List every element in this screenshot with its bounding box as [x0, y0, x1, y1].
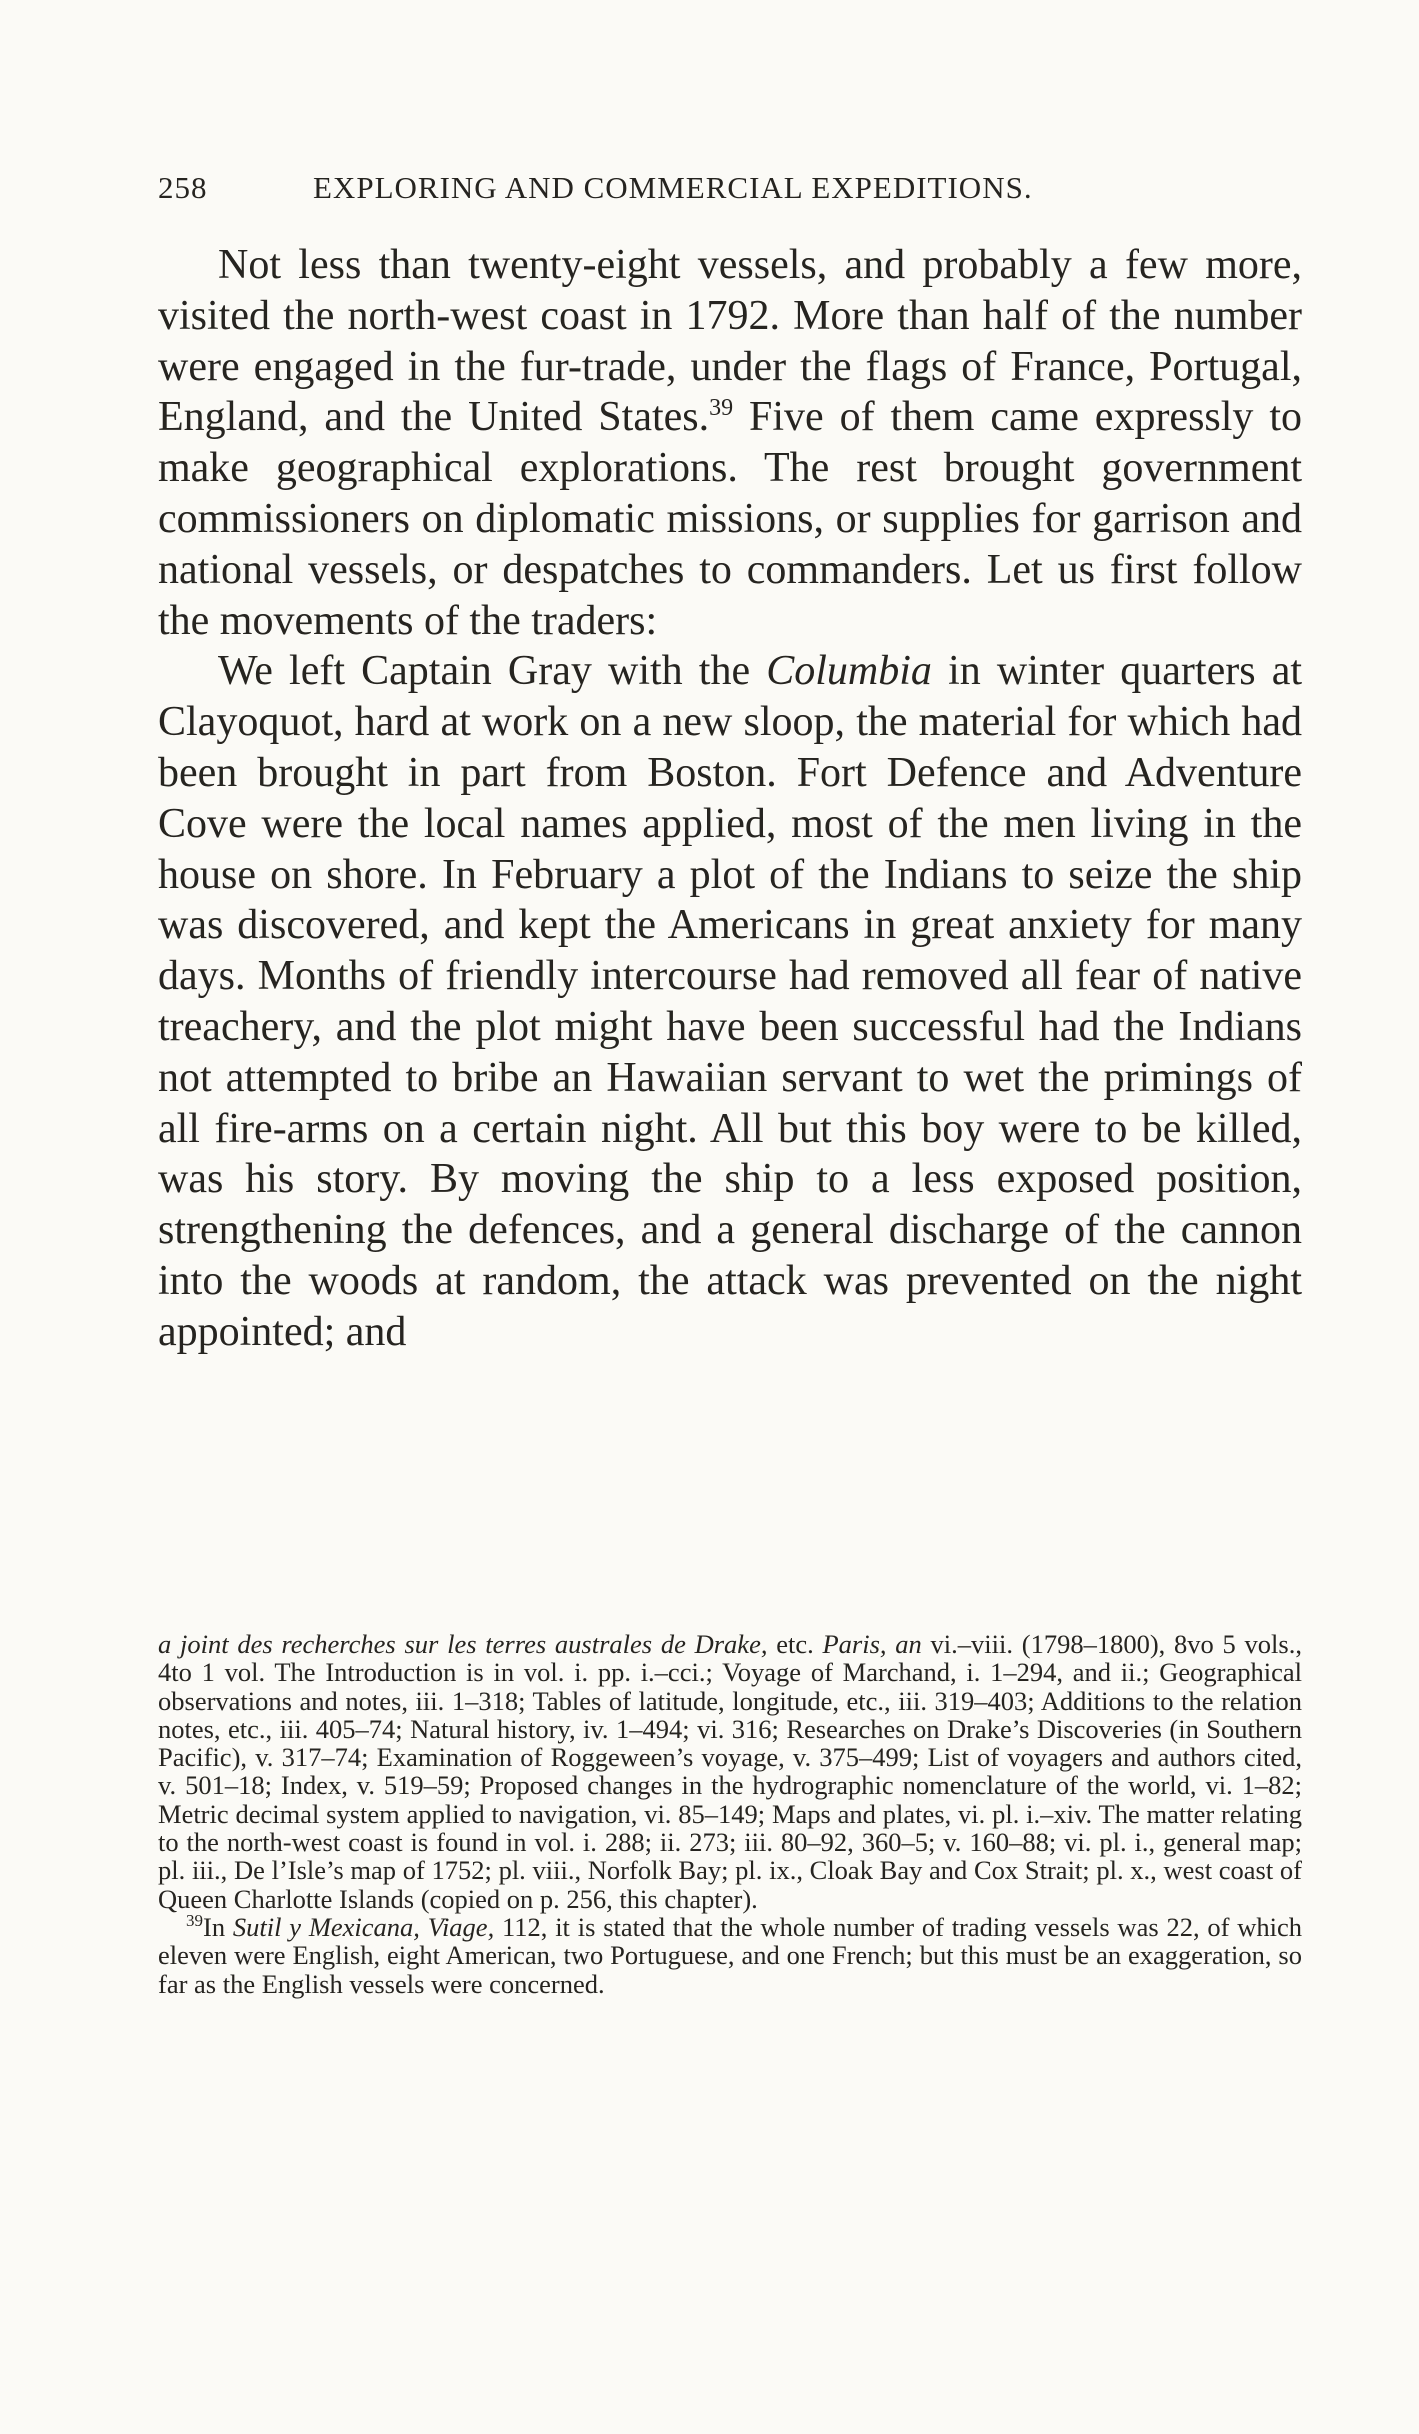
paragraph-1	[158, 240, 1302, 646]
page-number: 258	[158, 170, 208, 205]
footnote-continued-italic-a: a joint des recherches sur les terres australes de Drake,	[158, 1629, 768, 1659]
footnote-39-text-b: 112, it is stated that the whole number of trading vessels was 22, of which eleven were English, eight American, two Portuguese, and one French; but this must be an exaggeration, so far as the English vessels were concerned.	[158, 1911, 1303, 1999]
footnote-39-mark: 39	[186, 1911, 203, 1931]
footnote-continued-text-a: etc.	[767, 1629, 823, 1659]
paragraph-2-text-a: We left Captain Gray with the	[218, 648, 767, 695]
running-title: EXPLORING AND COMMERCIAL EXPEDITIONS.	[313, 170, 1033, 205]
running-head	[158, 170, 1302, 210]
paragraph-2	[158, 646, 1302, 1357]
ship-name: Columbia	[766, 648, 932, 695]
footnotes	[158, 1630, 1302, 1998]
paragraph-1-text-a: Not less than twenty-eight vessels, and probably a few more, visited the north-west coast in 1792. More than half of the number were engaged in the fur-trade, under the flags of France, Portugal, England, and the United States.	[158, 242, 1302, 441]
footnote-39-text-a: In	[203, 1911, 233, 1942]
footnote-39-italic-a: Sutil y Mexicana, Viage,	[232, 1911, 495, 1942]
paragraph-1-text-b: Five of them came expressly to make geographical explorations. The rest brought government commissioners on diplomatic missions, or supplies for garrison and national vessels, or despatches to commanders. Let us first follow the movements of the traders:	[158, 394, 1302, 644]
footnote-ref-39: 39	[709, 395, 734, 422]
footnote-39	[158, 1913, 1302, 1998]
footnote-continued-italic-b: Paris, an	[822, 1629, 922, 1659]
paragraph-2-text-b: in winter quarters at Clayoquot, hard at work on a new sloop, the material for which had been brought in part from Boston. Fort Defence and Adventure Cove were the local names applied, most of the men living in the house on shore. In February a plot of the Indians to seize the ship was discovered, and kept the Americans in great anxiety for many days. Months of friendly intercourse had removed all fear of native treachery, and the plot might have been successful had the Indians not attempted to bribe an Hawaiian servant to wet the primings of all fire-arms on a certain night. All but this boy were to be killed, was his story. By moving the ship to a less exposed position, strengthening the defences, and a general discharge of the cannon into the woods at random, the attack was prevented on the night appointed; and	[158, 648, 1303, 1355]
body-text	[158, 240, 1302, 1358]
footnote-continued-text-b: vi.–viii. (1798–1800), 8vo 5 vols., 4to 1 vol. The Introduction is in vol. i. pp. i.–cci.; Voyage of Marchand, i. 1–294, and ii.; Geographical observations and notes, iii. 1–318; Tables of latitude, longitude, etc., iii. 319–403; Additions to the relation notes, etc., iii. 405–74; Natural history, iv. 1–494; vi. 316; Researches on Drake’s Discoveries (in Southern Pacific), v. 317–74; Examination of Roggeween’s voyage, v. 375–499; List of voyagers and authors cited, v. 501–18; Index, v. 519–59; Proposed changes in the hydrographic nomenclature of the world, vi. 1–82; Metric decimal system applied to navigation, vi. 85–149; Maps and plates, vi. pl. i.–xiv. The matter relating to the north-west coast is found in vol. i. 288; ii. 273; iii. 80–92, 360–5; v. 160–88; vi. pl. i., general map; pl. iii., De l’Isle’s map of 1752; pl. viii., Norfolk Bay; pl. ix., Cloak Bay and Cox Strait; pl. x., west coast of Queen Charlotte Islands (copied on p. 256, this chapter).	[158, 1629, 1302, 1914]
footnote-continued	[158, 1630, 1302, 1913]
